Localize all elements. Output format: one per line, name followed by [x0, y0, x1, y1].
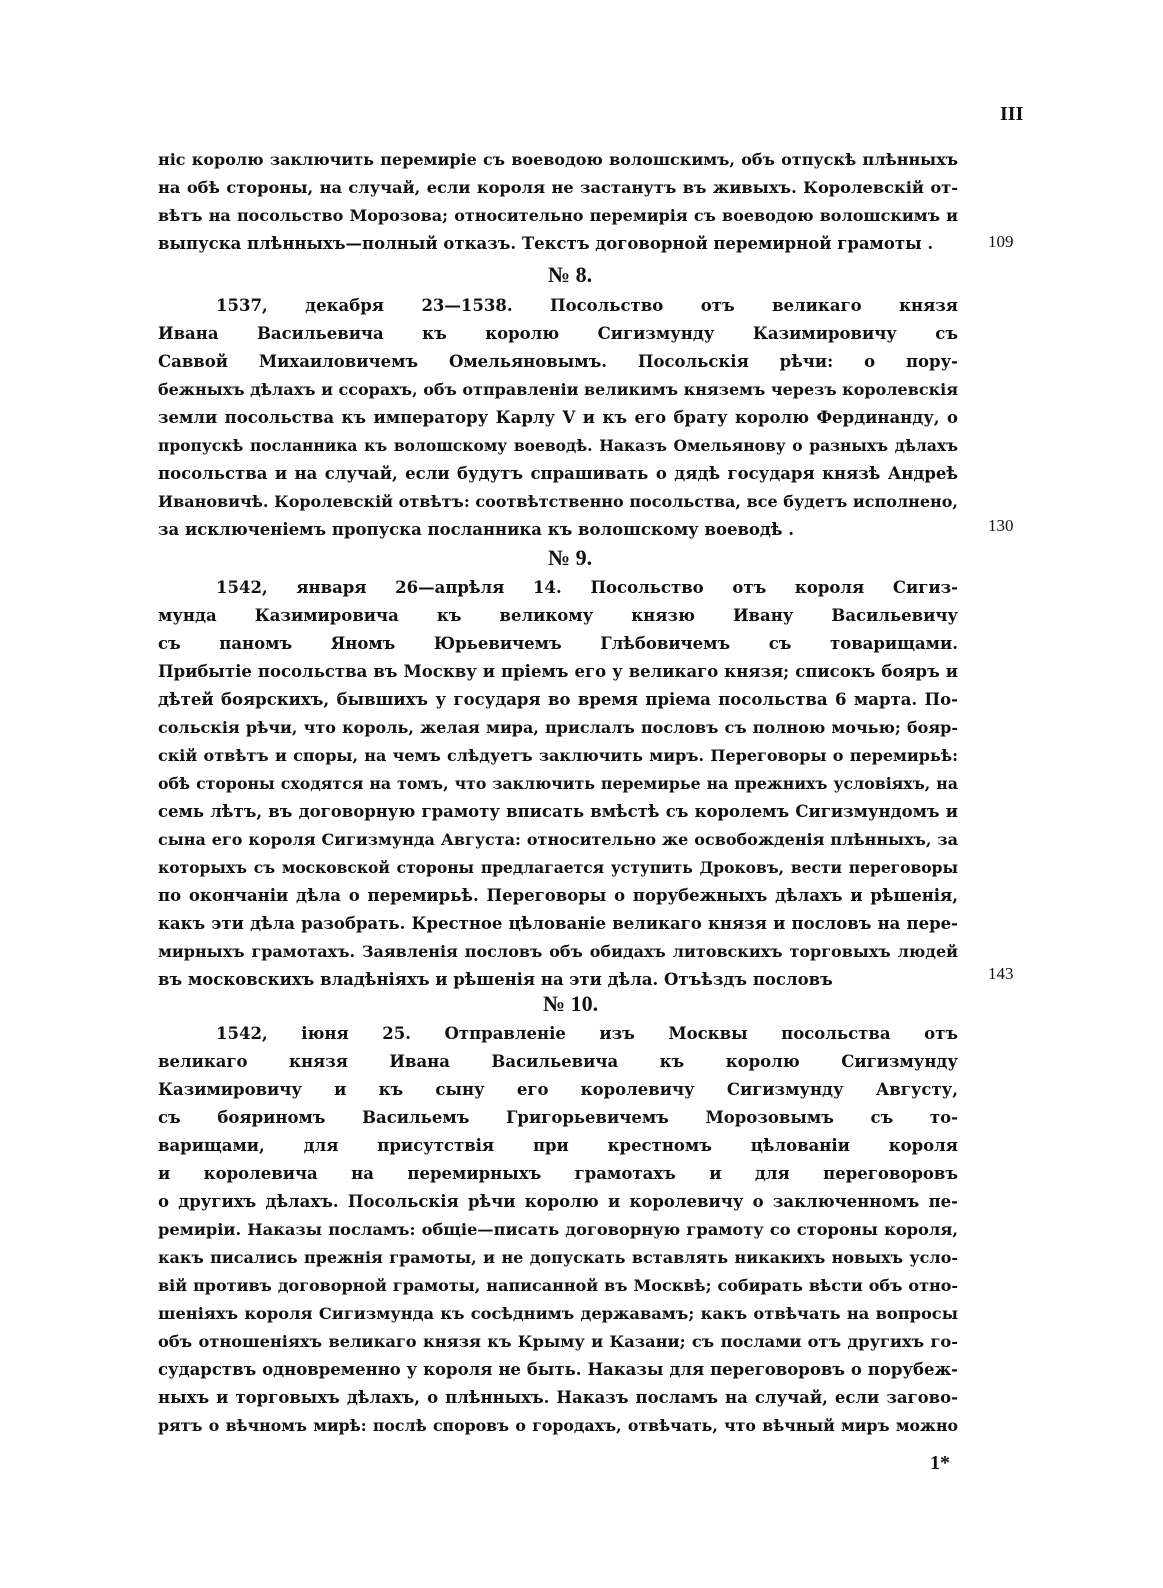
text-line: вій противъ договорной грамоты, написанной въ Москвѣ; собирать вѣсти объ отно- — [158, 1276, 958, 1295]
text-line: пропускѣ посланника къ волошскому воеводѣ. Наказъ Омельянову о разныхъ дѣлахъ — [158, 436, 958, 455]
text-line: съ бояриномъ Васильемъ Григорьевичемъ Морозовымъ съ то- — [158, 1108, 958, 1127]
text-line: ніс королю заключить перемиріе съ воеводою волошскимъ, объ отпускѣ плѣнныхъ — [158, 150, 958, 169]
text-line: вѣтъ на посольство Морозова; относительно перемирія съ воеводою волошскимъ и — [158, 206, 958, 225]
text-line: какъ эти дѣла разобрать. Крестное цѣлованіе великаго князя и пословъ на пере- — [158, 914, 958, 933]
page-number: III — [1000, 103, 1024, 125]
text-line: Саввой Михаиловичемъ Омельяновымъ. Посольскія рѣчи: о пору- — [158, 352, 958, 371]
text-line: 1542, іюня 25. Отправленіе изъ Москвы посольства отъ — [216, 1024, 958, 1043]
text-line: съ паномъ Яномъ Юрьевичемъ Глѣбовичемъ съ товарищами. — [158, 634, 958, 653]
text-line: выпуска плѣнныхъ—полный отказъ. Текстъ договорной перемирной грамоты . — [158, 234, 934, 253]
page-reference: 130 — [988, 516, 1014, 535]
text-line: мирныхъ грамотахъ. Заявленія пословъ объ обидахъ литовскихъ торговыхъ людей — [158, 942, 958, 961]
text-line: о другихъ дѣлахъ. Посольскія рѣчи королю и королевичу о заключенномъ пе- — [158, 1192, 958, 1211]
text-line: ремиріи. Наказы посламъ: общіе—писать договорную грамоту со стороны короля, — [158, 1220, 958, 1239]
text-line: дѣтей боярскихъ, бывшихъ у государя во время пріема посольства 6 марта. По- — [158, 690, 958, 709]
text-line: ныхъ и торговыхъ дѣлахъ, о плѣнныхъ. Наказъ посламъ на случай, если загово- — [158, 1388, 958, 1407]
text-line: въ московскихъ владѣніяхъ и рѣшенія на эти дѣла. Отъѣздъ пословъ — [158, 970, 833, 989]
text-line: и королевича на перемирныхъ грамотахъ и для переговоровъ — [158, 1164, 958, 1183]
text-line: сына его короля Сигизмунда Августа: относительно же освобожденія плѣнныхъ, за — [158, 830, 958, 849]
text-line: великаго князя Ивана Васильевича къ королю Сигизмунду — [158, 1052, 958, 1071]
text-line: шеніяхъ короля Сигизмунда къ сосѣднимъ державамъ; какъ отвѣчать на вопросы — [158, 1304, 958, 1323]
text-line: обѣ стороны сходятся на томъ, что заключить перемирье на прежнихъ условіяхъ, на — [158, 774, 958, 793]
text-line: за исключеніемъ пропуска посланника къ волошскому воеводѣ . — [158, 520, 795, 539]
text-line: Казимировичу и къ сыну его королевичу Сигизмунду Августу, — [158, 1080, 958, 1099]
text-line: 1537, декабря 23—1538. Посольство отъ великаго князя — [216, 296, 958, 315]
text-line: по окончаніи дѣла о перемирьѣ. Переговоры о порубежныхъ дѣлахъ и рѣшенія, — [158, 886, 958, 905]
text-line: которыхъ съ московской стороны предлагается уступить Дроковъ, вести переговоры — [158, 858, 958, 877]
text-line: посольства и на случай, если будутъ спрашивать о дядѣ государя князѣ Андреѣ — [158, 464, 958, 483]
text-line: 1542, января 26—апрѣля 14. Посольство отъ короля Сигиз- — [216, 578, 958, 597]
text-line: скій отвѣтъ и споры, на чемъ слѣдуетъ заключить миръ. Переговоры о перемирьѣ: — [158, 746, 958, 765]
text-line: земли посольства къ императору Карлу V и къ его брату королю Фердинанду, о — [158, 408, 958, 427]
text-line: объ отношеніяхъ великаго князя къ Крыму и Казани; съ послами отъ другихъ го- — [158, 1332, 958, 1351]
text-line: Ивановичѣ. Королевскій отвѣтъ: соотвѣтственно посольства, все будетъ исполнено, — [158, 492, 958, 511]
text-line: варищами, для присутствія при крестномъ цѣлованіи короля — [158, 1136, 958, 1155]
text-line: бежныхъ дѣлахъ и ссорахъ, объ отправленіи великимъ княземъ черезъ королевскія — [158, 380, 958, 399]
text-line: Ивана Васильевича къ королю Сигизмунду Казимировичу съ — [158, 324, 958, 343]
section-heading: № 9. — [548, 545, 593, 570]
text-line: семь лѣтъ, въ договорную грамоту вписать вмѣстѣ съ королемъ Сигизмундомъ и — [158, 802, 958, 821]
page-reference: 143 — [988, 964, 1014, 983]
signature-mark: 1* — [930, 1452, 950, 1474]
text-line: Прибытіе посольства въ Москву и пріемъ его у великаго князя; списокъ бояръ и — [158, 662, 958, 681]
section-heading: № 8. — [548, 262, 593, 287]
text-line: мунда Казимировича къ великому князю Ивану Васильевичу — [158, 606, 958, 625]
text-line: на обѣ стороны, на случай, если короля не застанутъ въ живыхъ. Королевскій от- — [158, 178, 958, 197]
page-reference: 109 — [988, 232, 1014, 251]
text-line: какъ писались прежнія грамоты, и не допускать вставлять никакихъ новыхъ усло- — [158, 1248, 958, 1267]
text-line: сольскія рѣчи, что король, желая мира, прислалъ пословъ съ полною мочью; бояр- — [158, 718, 958, 737]
section-heading: № 10. — [543, 991, 599, 1016]
text-line: сударствъ одновременно у короля не быть. Наказы для переговоровъ о порубеж- — [158, 1360, 958, 1379]
text-line: рятъ о вѣчномъ мирѣ: послѣ споровъ о городахъ, отвѣчать, что вѣчный миръ можно — [158, 1416, 958, 1435]
